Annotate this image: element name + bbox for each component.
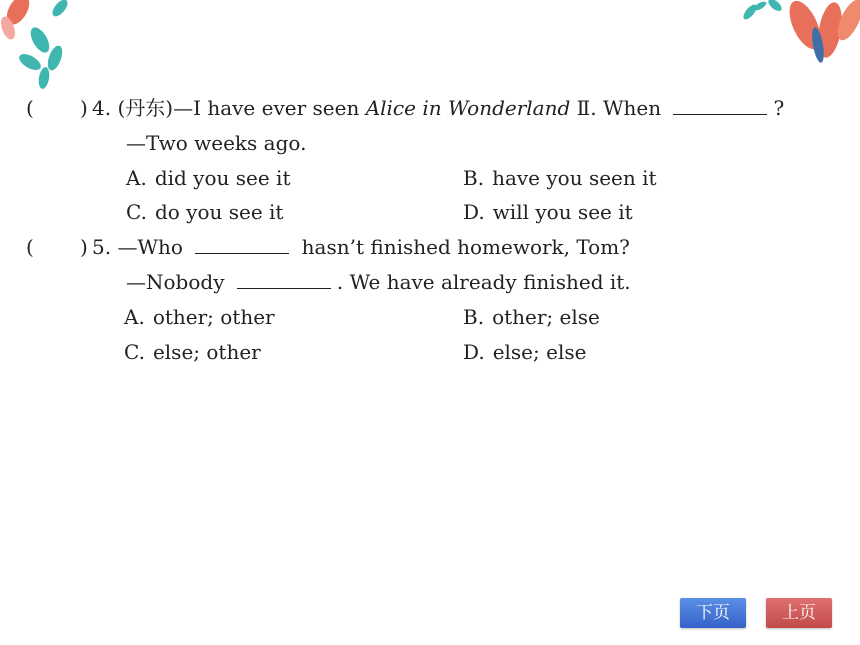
option-letter: A.	[124, 305, 145, 329]
previous-page-button[interactable]: 上页	[766, 598, 832, 628]
answer-paren-open-5: (	[26, 235, 34, 259]
leaf-decoration-top-right	[730, 0, 860, 75]
option-letter: C.	[126, 200, 147, 224]
question-4-stem	[92, 96, 784, 120]
question-5-option-d[interactable]	[463, 340, 586, 364]
question-4-option-d[interactable]	[463, 200, 633, 224]
answer-paren-close-4: )	[80, 96, 88, 120]
next-page-button[interactable]: 下页	[680, 598, 746, 628]
option-text: do you see it	[154, 200, 284, 224]
option-text: have you seen it	[492, 166, 657, 190]
answer-paren-close-5: )	[80, 235, 88, 259]
option-text: will you see it	[492, 200, 633, 224]
option-letter: B.	[463, 166, 485, 190]
question-4-option-b[interactable]	[463, 166, 657, 190]
question-5-stem	[92, 235, 630, 259]
question-4-blank	[673, 96, 767, 115]
option-text: other; other	[152, 305, 275, 329]
question-5-stem-a: —Who	[117, 235, 183, 259]
question-4-option-a[interactable]	[126, 166, 290, 190]
question-5-reply	[126, 270, 631, 294]
option-text: else; other	[152, 340, 261, 364]
option-letter: D.	[463, 340, 485, 364]
question-5-reply-b: . We have already finished it.	[336, 270, 631, 294]
question-4-book-title: Alice in Wonderland	[365, 96, 571, 120]
question-5-option-b[interactable]	[463, 305, 600, 329]
question-5-reply-a: —Nobody	[126, 270, 225, 294]
answer-paren-open-4: (	[26, 96, 34, 120]
option-letter: D.	[463, 200, 485, 224]
question-4-stem-end: ?	[773, 96, 785, 120]
option-text: did you see it	[154, 166, 291, 190]
question-4-source: (丹东)	[117, 96, 174, 120]
question-4-reply: —Two weeks ago.	[126, 131, 307, 155]
question-5-stem-b: hasn’t finished homework, Tom?	[301, 235, 630, 259]
question-5-option-c[interactable]	[124, 340, 261, 364]
option-text: else; else	[492, 340, 587, 364]
question-5-blank-2	[237, 270, 331, 289]
leaf-decoration-top-left	[0, 0, 90, 95]
question-4-stem-b: Ⅱ. When	[570, 96, 662, 120]
question-4-option-c[interactable]	[126, 200, 283, 224]
option-letter: B.	[463, 305, 485, 329]
option-text: other; else	[492, 305, 600, 329]
option-letter: A.	[126, 166, 147, 190]
question-4-number: 4.	[92, 96, 112, 120]
question-5-blank-1	[195, 235, 289, 254]
question-4-stem-a: —I have ever seen	[173, 96, 366, 120]
question-5-number: 5.	[92, 235, 112, 259]
question-5-option-a[interactable]	[124, 305, 275, 329]
option-letter: C.	[124, 340, 145, 364]
